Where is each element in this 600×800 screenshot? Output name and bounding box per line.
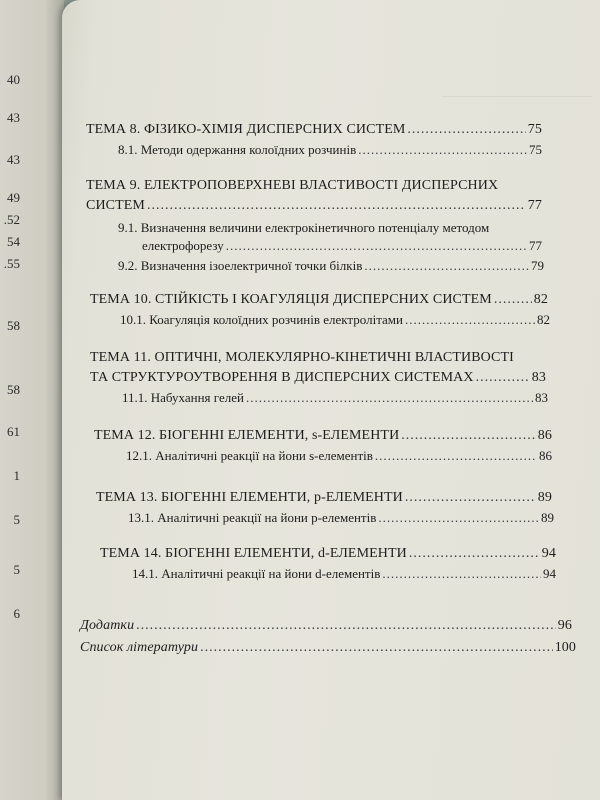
left-page-number: 58 bbox=[7, 318, 20, 333]
leader-dots bbox=[147, 198, 526, 214]
toc-entry-topic-11-line1: ТЕМА 11. ОПТИЧНІ, МОЛЕКУЛЯРНО-КІНЕТИЧНІ ВЛАСТИВОСТІ bbox=[90, 350, 514, 365]
toc-entry-9-1-line1: 9.1. Визначення величини електрокінетичного потенціалу методом bbox=[118, 220, 490, 235]
page-number: 86 bbox=[537, 428, 552, 443]
leader-dots bbox=[409, 546, 540, 562]
toc-entry-topic-13 bbox=[96, 490, 552, 506]
left-page-number: 61 bbox=[7, 424, 20, 439]
toc-entry-title: СИСТЕМ bbox=[86, 198, 145, 213]
leader-dots bbox=[226, 238, 527, 254]
left-page-number: 5 bbox=[13, 562, 20, 577]
toc-entry-9-1 bbox=[142, 238, 542, 254]
toc-entry-title: ТЕМА 14. БІОГЕННІ ЕЛЕМЕНТИ, d-ЕЛЕМЕНТИ bbox=[100, 546, 407, 561]
page-number: 79 bbox=[531, 258, 544, 273]
toc-entry-topic-9-line1: ТЕМА 9. ЕЛЕКТРОПОВЕРХНЕВІ ВЛАСТИВОСТІ ДИСПЕРСНИХ bbox=[86, 178, 499, 193]
page-number: 77 bbox=[527, 198, 542, 213]
toc-entry-title: 8.1. Методи одержання колоїдних розчинів bbox=[118, 142, 357, 157]
table-of-contents bbox=[62, 0, 600, 800]
toc-entry-title: ТЕМА 8. ФІЗИКО-ХІМІЯ ДИСПЕРСНИХ СИСТЕМ bbox=[86, 122, 406, 137]
left-page-number: 1 bbox=[13, 468, 20, 483]
leader-dots bbox=[494, 292, 532, 308]
leader-dots bbox=[378, 510, 539, 526]
leader-dots bbox=[375, 448, 537, 464]
toc-entry-title: 10.1. Коагуляція колоїдних розчинів електролітами bbox=[120, 312, 403, 327]
toc-entry-title: ТА СТРУКТУРОУТВОРЕННЯ В ДИСПЕРСНИХ СИСТЕМАХ bbox=[90, 370, 474, 385]
left-page-number: 43 bbox=[7, 152, 20, 167]
toc-entry-topic-12 bbox=[94, 428, 552, 444]
toc-entry-11-1 bbox=[122, 390, 548, 406]
left-page-number: 49 bbox=[7, 190, 20, 205]
page-number: 89 bbox=[541, 510, 554, 525]
leader-dots bbox=[401, 428, 536, 444]
left-page-number: 6 bbox=[13, 606, 20, 621]
toc-entry-appendix bbox=[80, 618, 572, 634]
leader-dots bbox=[476, 370, 530, 386]
toc-entry-topic-10 bbox=[90, 292, 548, 308]
toc-entry-12-1 bbox=[126, 448, 552, 464]
page-number: 89 bbox=[537, 490, 552, 505]
page-number: 83 bbox=[531, 370, 546, 385]
toc-entry-topic-11 bbox=[90, 370, 546, 386]
left-page-number: .52 bbox=[3, 212, 20, 227]
toc-entry-title: Список літератури bbox=[80, 640, 199, 655]
toc-entry-10-1 bbox=[120, 312, 550, 328]
page-number: 94 bbox=[543, 566, 556, 581]
page-number: 100 bbox=[554, 640, 576, 655]
page-number: 83 bbox=[535, 390, 548, 405]
toc-entry-9-2 bbox=[118, 258, 544, 274]
page-number: 77 bbox=[529, 238, 542, 253]
left-page-number: 54 bbox=[7, 234, 20, 249]
leader-dots bbox=[364, 258, 529, 274]
left-page-number: .55 bbox=[3, 256, 20, 271]
toc-entry-title: 14.1. Аналітичні реакції на йони d-елементів bbox=[132, 566, 381, 581]
toc-entry-topic-8 bbox=[86, 122, 542, 138]
leader-dots bbox=[405, 490, 536, 506]
page-number: 82 bbox=[533, 292, 548, 307]
contents-page bbox=[62, 0, 600, 800]
toc-entry-title: ТЕМА 12. БІОГЕННІ ЕЛЕМЕНТИ, s-ЕЛЕМЕНТИ bbox=[94, 428, 400, 443]
leader-dots bbox=[136, 618, 556, 634]
page-number: 82 bbox=[537, 312, 550, 327]
leader-dots bbox=[246, 390, 533, 406]
toc-entry-topic-14 bbox=[100, 546, 556, 562]
leader-dots bbox=[382, 566, 541, 582]
left-page-number: 58 bbox=[7, 382, 20, 397]
toc-entry-14-1 bbox=[132, 566, 556, 582]
previous-page-edge bbox=[0, 0, 64, 800]
toc-entry-13-1 bbox=[128, 510, 554, 526]
leader-dots bbox=[200, 640, 553, 656]
toc-entry-title: електрофорезу bbox=[142, 238, 224, 253]
left-page-number: 5 bbox=[13, 512, 20, 527]
left-page-number: 43 bbox=[7, 110, 20, 125]
toc-entry-title: 9.2. Визначення ізоелектричної точки білків bbox=[118, 258, 363, 273]
page-number: 96 bbox=[557, 618, 572, 633]
toc-entry-title: ТЕМА 13. БІОГЕННІ ЕЛЕМЕНТИ, p-ЕЛЕМЕНТИ bbox=[96, 490, 403, 505]
page-number: 94 bbox=[541, 546, 556, 561]
page-number: 75 bbox=[529, 142, 542, 157]
leader-dots bbox=[407, 122, 525, 138]
leader-dots bbox=[358, 142, 527, 158]
toc-entry-title: 13.1. Аналітичні реакції на йони p-елементів bbox=[128, 510, 377, 525]
toc-entry-topic-9 bbox=[86, 198, 542, 214]
leader-dots bbox=[405, 312, 535, 328]
left-page-number: 40 bbox=[7, 72, 20, 87]
toc-entry-title: 12.1. Аналітичні реакції на йони s-елементів bbox=[126, 448, 373, 463]
toc-entry-references bbox=[80, 640, 576, 656]
toc-entry-title: 11.1. Набухання гелей bbox=[122, 390, 244, 405]
toc-entry-8-1 bbox=[118, 142, 542, 158]
toc-entry-title: ТЕМА 10. СТІЙКІСТЬ І КОАГУЛЯЦІЯ ДИСПЕРСНИХ СИСТЕМ bbox=[90, 292, 492, 307]
page-number: 75 bbox=[527, 122, 542, 137]
page-number: 86 bbox=[539, 448, 552, 463]
toc-entry-title: Додатки bbox=[80, 618, 135, 633]
